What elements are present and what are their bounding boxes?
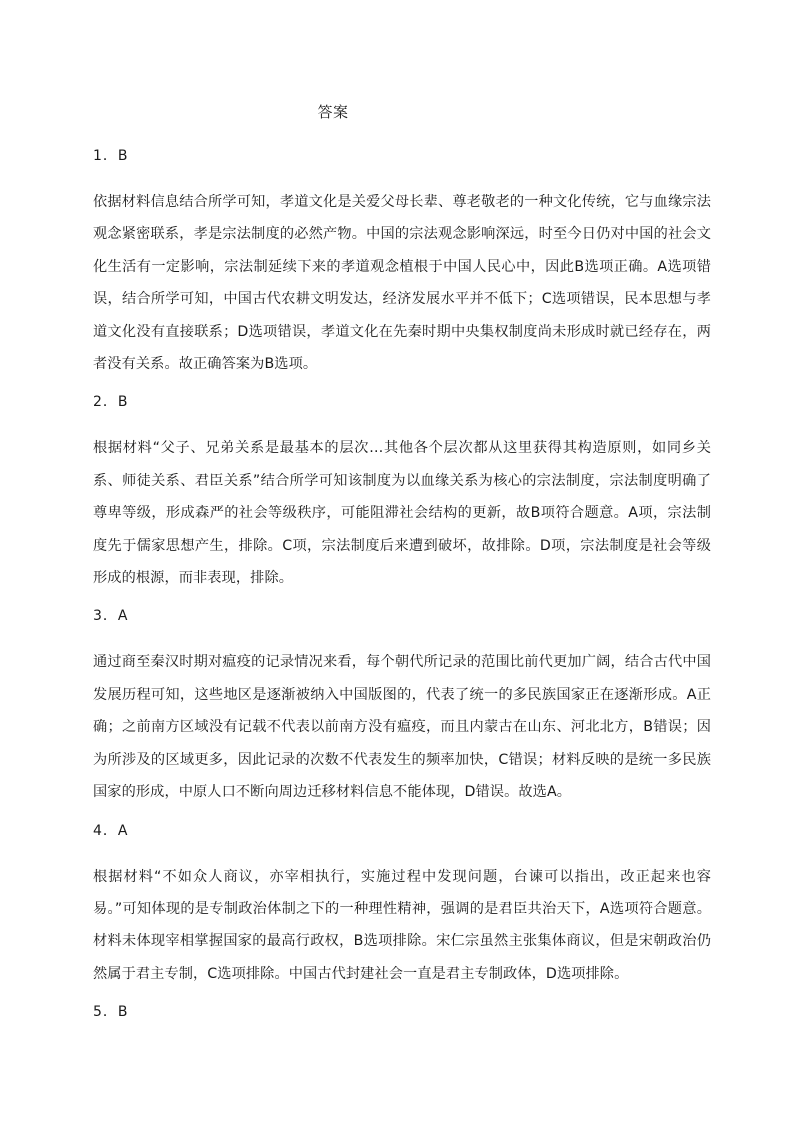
answer-item-2 — [93, 390, 711, 594]
question-number: 3．A — [93, 608, 129, 625]
answer-explanation: 通过商至秦汉时期对瘟疫的记录情况来看，每个朝代所记录的范围比前代更加广阔，结合古代中国发展历程可知，这些地区是逐渐被纳入中国版图的，代表了统一的多民族国家正在逐渐形成。A正确；之前南方区域没有记载不代表以前南方没有瘟疫，而且内蒙古在山东、河北北方，B错误；因为所涉及的区域更多，因此记录的次数不代表发生的频率加快，C错误；材料反映的是统一多民族国家的形成，中原人口不断向周边迁移材料信息不能体现，D错误。故选A。 — [93, 654, 711, 801]
answer-explanation: 根据材料“不如众人商议，亦宰相执行，实施过程中发现问题，台谏可以指出，改正起来也容易。”可知体现的是专制政治体制之下的一种理性精神，强调的是君臣共治天下，A选项符合题意。材料未体现宰相掌握国家的最高行政权，B选项排除。宋仁宗虽然主张集体商议，但是宋朝政治仍然属于君主专制，C选项排除。中国古代封建社会一直是君主专制政体，D选项排除。 — [93, 868, 711, 982]
answer-list — [93, 144, 711, 1042]
question-number: 5．B — [93, 1004, 129, 1021]
answer-explanation: 依据材料信息结合所学可知，孝道文化是关爱父母长辈、尊老敬老的一种文化传统，它与血缘宗法观念紧密联系，孝是宗法制度的必然产物。中国的宗法观念影响深远，时至今日仍对中国的社会文化生活有一定影响，宗法制延续下来的孝道观念植根于中国人民心中，因此B选项正确。A选项错误，结合所学可知，中国古代农耕文明发达，经济发展水平并不低下；C选项错误，民本思想与孝道文化没有直接联系；D选项错误，孝道文化在先秦时期中央集权制度尚未形成时就已经存在，两者没有关系。故正确答案为B选项。 — [93, 194, 711, 373]
answer-item-4 — [93, 819, 711, 991]
question-number: 4．A — [93, 822, 129, 839]
answer-item-1 — [93, 144, 711, 380]
answer-explanation: 根据材料“父子、兄弟关系是最基本的层次…其他各个层次都从这里获得其构造原则，如同乡关系、师徒关系、君臣关系”结合所学可知该制度为以血缘关系为核心的宗法制度，宗法制度明确了尊卑等级，形成森严的社会等级秩序，可能阻滞社会结构的更新，故B项符合题意。A项，宗法制度先于儒家思想产生，排除。C项，宗法制度后来遭到破坏，故排除。D项，宗法制度是社会等级形成的根源，而非表现，排除。 — [93, 440, 711, 587]
question-number: 1．B — [93, 148, 129, 164]
answer-item-5 — [93, 1000, 711, 1024]
question-number: 2．B — [93, 394, 129, 411]
document-title: 答案 — [317, 103, 349, 121]
answer-item-3 — [93, 604, 711, 808]
